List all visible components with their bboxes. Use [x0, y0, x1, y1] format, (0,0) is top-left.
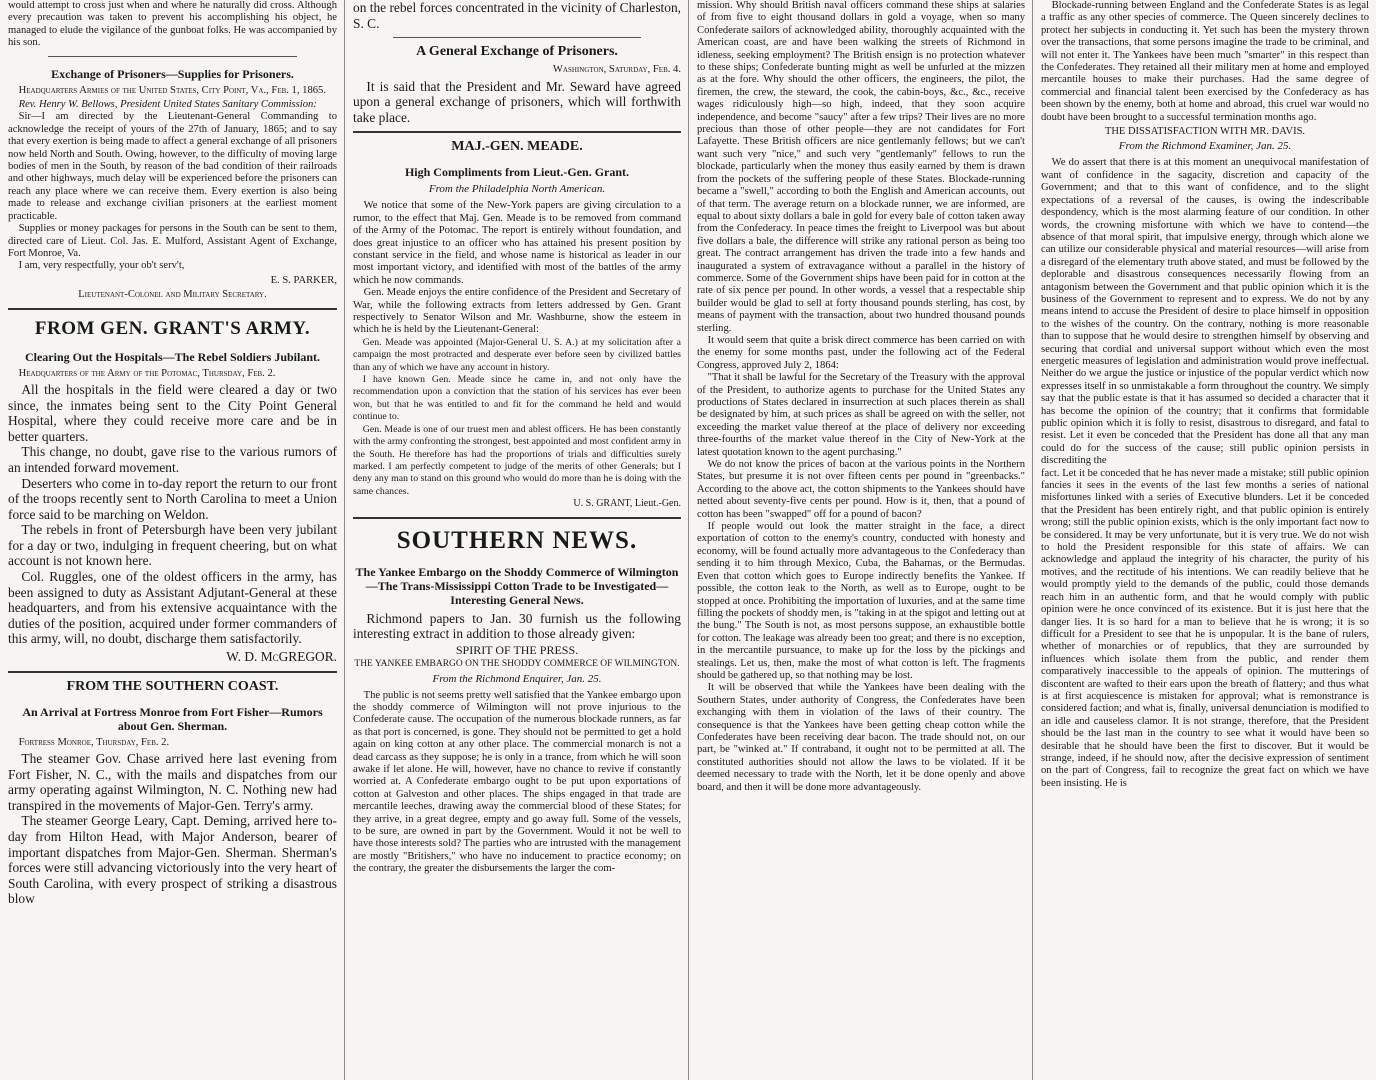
paragraph: mission. Why should British naval officers command these ships at salaries of from five to eight thousand dollars in gold a voyage, when so many Confederate sailors of acknowledged ability, thoroughly acquainted with the American coast, are and have been walking the streets of Richmond in idleness, seeking employment? The British ensign is no protection whatever to these ships; Confederate bunting might as well be unfurled at the mizzen as at the fore. Why should the other officers, the engineers, the pilot, the firemen, the crew, the steward, the cook, the cabin-boys, &c., &c., receive wages ridiculously high—so high, indeed, that they soon acquire independence, and become "saucy" after a few trips? Their lives are no more precious than those of other people—they are not candidates for Fort Lafayette. These British officers are nice gentlemanly fellows; but we can't want such very "nice," and such very "gentlemanly" fellows to run the blockade, particularly when the money thus easily earned by them is drawn from the pockets of the suffering people of these States. Blockade-running became a "swell," according to both the English and American accounts, out of that term. The average return on a blockade runner, we are informed, are equal to about sixty dollars a bale in gold for every bale of cotton taken away from the Confederacy. In peace times the freight to Liverpool was but about five dollars a bale, the difference will strike any rational person as being too great. The contract arrangement has driven the trade into a few hands and inaugurated a system of extravagance without a parallel in the history of commerce. Some of the Government ships have been paid for in cotton at the rate of six pence per pound. In other words, a vessel that a respectable ship builder would be glad to sell at forty thousand pounds sterling, has cost, by means of payment with the transaction, about two hundred thousand pounds sterling.	[697, 0, 1025, 334]
paragraph: The steamer Gov. Chase arrived here last evening from Fort Fisher, N. C., with the mails and dispatches from our army operating against Wilmington, N. C. Nothing new had transpired in the movements of Major-Gen. Terry's army.	[8, 751, 337, 813]
column-3	[689, 0, 1033, 1080]
section-subheading: THE YANKEE EMBARGO ON THE SHODDY COMMERCE OF WILMINGTON.	[354, 659, 680, 670]
paragraph: Gen. Meade was appointed (Major-General U. S. A.) at my solicitation after a campaign the most protracted and desperate ever before seen by civilized battles than any of which we have any account in history.	[353, 336, 681, 373]
column-1	[0, 0, 345, 1080]
paragraph: The steamer George Leary, Capt. Deming, arrived here to-day from Hilton Head, with Major Anderson, bearer of important dispatches from Major-Gen. Sherman. Sherman's forces were still advancing victoriously into the very heart of South Carolina, with every prospect of striking a disastrous blow	[8, 813, 337, 907]
signature-title: Lieutenant-Colonel and Military Secretary.	[78, 289, 267, 301]
paragraph: Richmond papers to Jan. 30 furnish us the following interesting extract in addition to those already given:	[353, 610, 681, 642]
paragraph: Blockade-running between England and the Confederate States is as legal a traffic as any other species of commerce. The Queen sincerely declines to protect her subjects in conducting it. Yet such has been the mystery thrown over the transactions, that some persons imagine the trade to be criminal, and will not enter it. The Yankees have been much "smarter" in this respect than the Confederates. They retained all their military men at home and employed mercantile houses to make their purchases. Had the same degree of commercial and financial talent been exercised by the Confederacy as has been shown by the enemy, both at home and abroad, this cruel war would no doubt have been brought to a successful termination months ago.	[1041, 0, 1369, 123]
article-continuation: on the rebel forces concentrated in the vicinity of Charleston, S. C.	[353, 0, 681, 31]
headline-exchange-prisoners: Exchange of Prisoners—Supplies for Prisoners.	[51, 66, 294, 81]
column-4	[1033, 0, 1376, 1080]
paragraph: The rebels in front of Petersburgh have been very jubilant for a day or two, indulging in frequent cheering, but on what account is not known here.	[8, 522, 337, 569]
quotation: "That it shall be lawful for the Secretary of the Treasury with the approval of the President, to authorize agents to purchase for the United States any productions of States declared in insurrection at such places therein as shall be designated by him, at such prices as shall be agreed on with the seller, not exceeding the market value thereof at the place of delivery nor exceeding three-fourths of the market value thereof in the City of New-York at the latest quotation known to the agent purchasing."	[697, 372, 1025, 458]
paragraph: This change, no doubt, gave rise to the various rumors of an intended forward movement.	[8, 444, 337, 475]
paragraph: If people would out look the matter straight in the face, a direct exportation of cotton to the enemy's country, conducted with honesty and economy, will be found actually more advantageous to the Confederacy than sending it to him through Mexico, Cuba, the Bahamas, or the Bermudas. Even that cotton which goes to Europe indirectly benefits the Yankee. If possible, the cotton leak to the North, as well as to Europe, ought to be stopped at once. Prohibiting the importation of luxuries, and at the same time filling the pockets of shoddy men, is "taking in at the spigot and letting out at the bung." The South is not, as most persons suppose, an exhaustible bottle for cotton. The leakage was already been too great; and there is no exception, in the mercantile pursuance, to make up for the loss by the pickings and stealings. Let us, then, make the most of what cotton is left. The fragments should be gathered up, so that nothing may be lost.	[697, 521, 1025, 681]
subhead-compliments: High Compliments from Lieut.-Gen. Grant.	[404, 165, 630, 180]
source-line: From the Richmond Enquirer, Jan. 25.	[432, 672, 602, 685]
paragraph: I have known Gen. Meade since he came in, and not only have the recommendation upon a conviction that the station of his services has ever been won, but that he was entitled to and fit for the command he held and would continue to.	[353, 374, 681, 423]
addressee: Rev. Henry W. Bellows, President United States Sanitary Commission:	[18, 99, 317, 111]
headline-general-exchange: A General Exchange of Prisoners.	[416, 44, 618, 60]
divider	[353, 131, 681, 133]
divider	[353, 517, 681, 519]
dateline: Washington, Saturday, Feb. 4.	[552, 64, 681, 76]
paragraph: It would seem that quite a brisk direct commerce has been carried on with the enemy for some months past, under the following act of the Federal Congress, approved July 2, 1864:	[697, 334, 1025, 371]
paragraph: The public is not seems pretty well satisfied that the Yankee embargo upon the shoddy commerce of Wilmington will not prove injurious to the Confederate cause. The occupation of the numerous blockade runners, as far as that port is concerned, is gone. They should not be permitted to get a hold again on king cotton at any other place. The commercial monarch is not a dead carcass as they suppose; he is only in a trance, from which he will soon awake if let alone. He will, however, have no chance to revive if constantly worried at. A Confederate embargo ought to be put upon exportations of cotton at Galveston and other places. The ships engaged in that trade are mercantile leeches, drawing away the commercial blood of these States; for they arrive, in a great degree, empty and go away full. Some of the vessels, to be sure, are owned in part by the Government. Would it not be well to have those interests sold? The parties who are intrusted with the management are mostly "Britishers," who have no inducement to practice economy; on the contrary, the greater the disbursements the larger the com-	[353, 689, 681, 875]
dateline: Headquarters of the Army of the Potomac, Thursday, Feb. 2.	[18, 367, 276, 379]
headline-meade: MAJ.-GEN. MEADE.	[451, 139, 583, 155]
paragraph: We do not know the prices of bacon at the various points in the Northern States, but presume it is not over fifteen cents per pound in "greenbacks." According to the above act, the cotton shipments to the Yankees should have netted about seventy-five cents per pound. How is it, then, that a pound of cotton has been "swapped" off for a pound of bacon?	[697, 459, 1025, 520]
closing: I am, very respectfully, your ob't serv't,	[18, 260, 185, 272]
subhead-yankee-embargo: The Yankee Embargo on the Shoddy Commerce of Wilmington—The Trans-Mississippi Cotton Trade to be Investigated—Interesting General News.	[355, 564, 679, 607]
paragraph: Gen. Meade enjoys the entire confidence of the President and Secretary of War, while the following extracts from letters addressed by Gen. Grant respectively to Senator Wilson and Mr. Washburne, show the esteem in which he is held by the Lieutenant-General:	[353, 287, 681, 336]
paragraph: It is said that the President and Mr. Seward have agreed upon a general exchange of prisoners, which will forthwith take place.	[353, 78, 681, 125]
source-line: From the Philadelphia North American.	[428, 183, 606, 196]
paragraph: We do assert that there is at this moment an unequivocal manifestation of want of confidence in the sagacity, discretion and capacity of the Government; and that to this want of confidence, and to the slight expectations of a reversal of the causes, is owing the indescribable despondency, which is the most alarming feature of our condition. In other words, the crowning misfortune with which we have to contend—the absence of that moral spirit, that impulsive energy, through which alone we can utilize our considerable physical and material resources—will arise from a disregard of the elementary truth above stated, and must be followed by the deplorable and disastrous consequences necessarily flowing from an antagonism between the Government and that public opinion which it is the business of the Government to represent and to express. We do not by any means intend to accuse the President of desire to place himself in opposition to the wishes of the country. On the contrary, nothing is more reasonable than to suppose that he would desire to strengthen himself by observing and securing that cordial and universal support without which even the most energetic measures of legislation and administration would prove ineffectual. Neither do we argue the justice or injustice of the popular verdict which now expresses itself in so unmistakable a form throughout the country. We simply say that the public estate is that it has assumed so decided a character that it has become the opinion of the country; that it confirms that formidable public opinion which it is folly to resist, disastrous to disregard, and fatal to resist. Let it even be conceded that the President has done all that any man could do for the success of the cause; still public opinion persists in discrediting the	[1041, 157, 1369, 467]
source-line: From the Richmond Examiner, Jan. 25.	[1118, 140, 1292, 153]
column-2	[345, 0, 689, 1080]
headline-grants-army: FROM GEN. GRANT'S ARMY.	[34, 317, 311, 339]
signature: W. D. McGREGOR.	[226, 649, 337, 665]
divider	[393, 37, 641, 38]
paragraph: fact. Let it be conceded that he has never made a mistake; still public opinion fancies it sees in the events of the last few months a series of national misfortunes linked with a series of Executive blunders. Let it be conceded that the President has been entirely right, and that public opinion is entirely wrong; still the public opinion exists, which is the only important fact now to be considered. It may be very unfortunate, but it is very true. We do not wish to hold the President responsible for this state of affairs. We can acknowledge and applaud the integrity of his character, the purity of his motives, and the rectitude of his intentions. We can readily believe that he would promptly yield to the demands of the public, could those demands reach him in an authentic form, and that he would comply with public opinion were he once convinced of its existence. But it is just here that the danger lies. It is so hard for a man to believe that he is wrong; it is so difficult for a President to see that he is unpopular. It is the bane of rulers, whether of monarchies or of republics, that they are surrounded by influences which isolate them from the public, and render them comparatively inaccessible to the appeals of opinion. The mutterings of discontent are wafted to their ears upon the breath of flattery; and thus what is at first acquiescence is mistaken for approval; what is remonstrance is considered faction; and what is, finally, universal denunciation is modified to an idle and causeless clamor. It is not strange, therefore, that the President should be the last man in the country to see what it would have been so desirable that he should have been the first to discover. But it would be strange, indeed, if he should now, after the decisive expression of sentiment on the part of Congress, fail to recognize the great fact on which we have been insisting. He is	[1041, 467, 1369, 789]
paragraph: Sir—I am directed by the Lieutenant-General Commanding to acknowledge the receipt of yours of the 27th of January, 1865; and to say that every exertion is being made to affect a general exchange of all prisoners now held North and South. Owing, however, to the difficulty of moving large bodies of men in the South, by reason of the bad condition of their railroads and other highways, much delay will be experienced before the prisoners can reach any place where we can receive them. Every exertion is also being made to release and exchange civilian prisoners at the earliest moment practicable.	[8, 111, 337, 222]
signature: E. S. PARKER,	[270, 274, 337, 286]
headline-southern-news: SOUTHERN NEWS.	[396, 526, 638, 554]
section-heading: SPIRIT OF THE PRESS.	[455, 642, 579, 657]
dateline: Headquarters Armies of the United States, City Point, Va., Feb. 1, 1865.	[18, 84, 326, 96]
paragraph: All the hospitals in the field were cleared a day or two since, the inmates being sent to the City Point General Hospital, where they could receive more care and be in better quarters.	[8, 381, 337, 444]
divider	[8, 671, 337, 673]
paragraph: Supplies or money packages for persons in the South can be sent to them, directed care of Lieut. Col. Jas. E. Mulford, Assistant Agent of Exchange, Fort Monroe, Va.	[8, 223, 337, 259]
divider	[48, 56, 297, 57]
paragraph: Gen. Meade is one of our truest men and ablest officers. He has been constantly with the army confronting the strongest, best appointed and most confident army in the South. He therefore has had the proportions of trials and difficulties surely marked. I am perfectly competent to judge of the merits of other Generals; but I deny any man to stand on this ground who would do more than he is doing with the same chances.	[353, 423, 681, 497]
headline-southern-coast: FROM THE SOUTHERN COAST.	[66, 678, 279, 694]
section-heading: THE DISSATISFACTION WITH MR. DAVIS.	[1104, 126, 1306, 138]
signature: U. S. GRANT, Lieut.-Gen.	[573, 498, 681, 510]
paragraph: We notice that some of the New-York papers are giving circulation to a rumor, to the effect that Maj. Gen. Meade is to be removed from command of the Army of the Potomac. The report is entirely without foundation, and does great injustice to an officer who has attained his present position by constant service in the field, and whose name is historical as leader in our most important victory, and identified with most of the battles of the army which he now commands.	[353, 200, 681, 286]
paragraph: It will be observed that while the Yankees have been dealing with the Southern States, under authority of Congress, the Confederates have been exchanging with them in violation of the laws of their country. The consequence is that the Yankees have been getting cheap cotton while the Confederates have been receiving dear bacon. The trade should not, on our part, be "winked at." If contraband, it ought not to be permitted at all. The constituted authorities should not allow the laws to be violated. If it be deemed necessary to trade with the North, let it be done openly and above board, and then it will be done more advantageously.	[697, 682, 1025, 793]
paragraph: Col. Ruggles, one of the oldest officers in the army, has been assigned to duty as Assistant Adjutant-General at these headquarters, and from his extensive acquaintance with the duties of the position, acquired under former commanders of this army, will, no doubt, discharge them satisfactorily.	[8, 569, 337, 647]
paragraph: Deserters who come in to-day report the return to our front of the troops recently sent to North Carolina to meet a Union force said to be marching on Weldon.	[8, 475, 337, 522]
subhead-fortress-monroe: An Arrival at Fortress Monroe from Fort Fisher—Rumors about Gen. Sherman.	[22, 704, 323, 733]
divider	[8, 308, 337, 310]
article-continuation: would attempt to cross just when and where he naturally did cross. Although every precaution was taken to prevent his accomplishing his object, he managed to elude the vigilance of the gunboat folks. He was accompanied by his son.	[8, 0, 337, 49]
dateline: Fortress Monroe, Thursday, Feb. 2.	[18, 736, 170, 748]
subhead-hospitals: Clearing Out the Hospitals—The Rebel Soldiers Jubilant.	[24, 349, 321, 364]
